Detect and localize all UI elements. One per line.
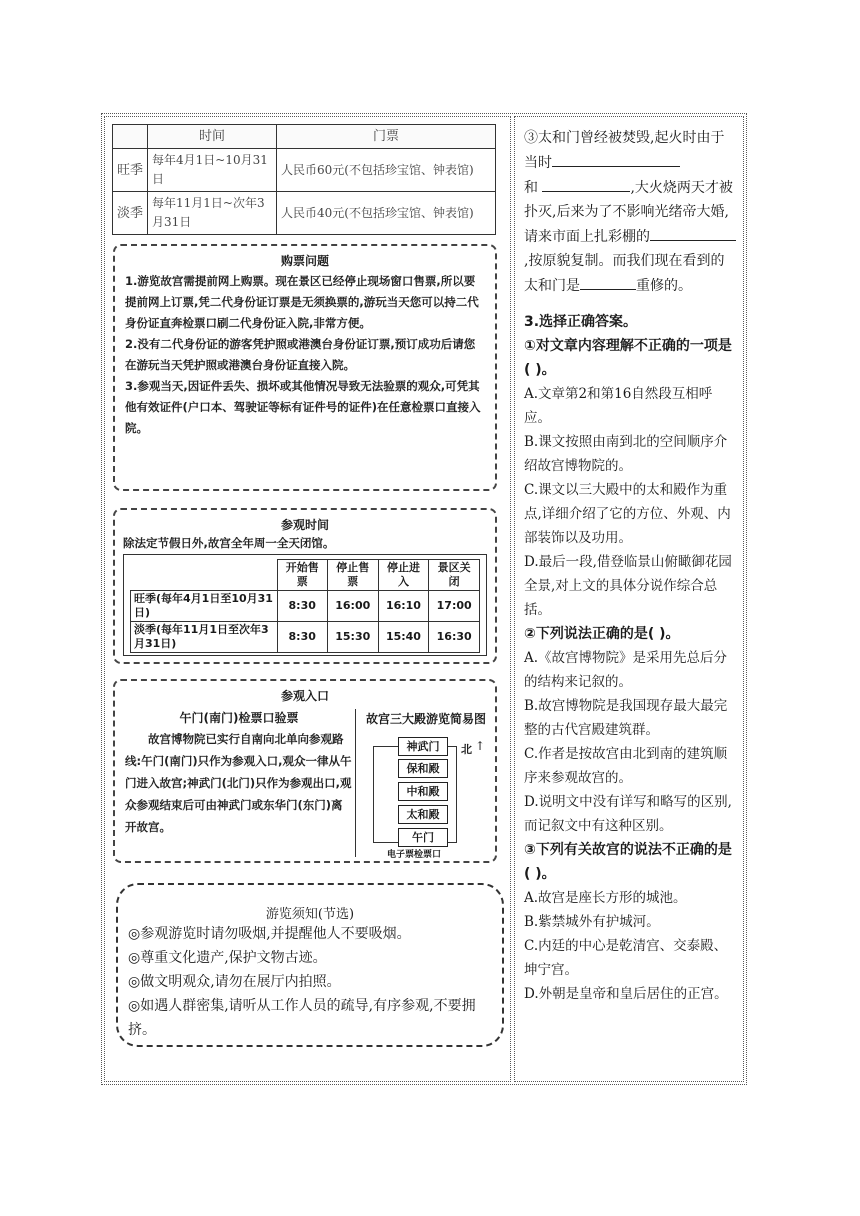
hours-cell: 8:30 (277, 591, 327, 622)
option-c[interactable]: C.内廷的中心是乾清宫、交泰殿、坤宁宫。 (524, 938, 728, 978)
fill-text: ,按原貌复制。而我们现在看到的太和门是 (524, 253, 725, 294)
option-c[interactable]: C.作者是按故宫由北到南的建筑顺序来参观故宫的。 (524, 746, 728, 786)
north-arrow-icon: ↑ (475, 739, 486, 753)
fill-question (524, 126, 738, 298)
hours-cell: 淡季(每年11月1日至次年3月31日) (131, 622, 278, 653)
price-cell: 人民币60元(不包括珍宝馆、钟表馆) (277, 149, 496, 192)
map-title: 故宫三大殿游览简易图 (365, 712, 486, 726)
fill-text: ③太和门曾经被焚毁,起火时由于当时 (524, 130, 725, 171)
answer-blank[interactable] (650, 224, 736, 241)
time-cell: 每年4月1日~10月31日 (148, 149, 277, 192)
hours-cell: 16:00 (327, 591, 378, 622)
entrance-box (113, 679, 497, 863)
fill-text: 和 (524, 180, 538, 196)
ticket-table (112, 124, 496, 235)
ticket-header-time: 时间 (148, 125, 277, 149)
answer-blank[interactable] (552, 150, 680, 167)
answer-blank[interactable] (542, 175, 630, 192)
option-a[interactable]: A.故宫是座长方形的城池。 (524, 890, 687, 906)
notice-line: ◎做文明观众,请勿在展厅内拍照。 (128, 974, 341, 990)
section-heading: 3.选择正确答案。 (524, 314, 638, 330)
option-a[interactable]: A.《故宫博物院》是采用先总后分的结构来记叙的。 (524, 650, 728, 690)
hall-baohedian: 保和殿 (398, 759, 448, 778)
hall-wumen: 午门 (398, 828, 448, 847)
option-d[interactable]: D.说明文中没有详写和略写的区别,而记叙文中有这种区别。 (524, 794, 732, 834)
hours-header: 停止进入 (378, 560, 429, 591)
option-d[interactable]: D.外朝是皇帝和皇后居住的正宫。 (524, 986, 728, 1002)
hours-header (131, 560, 278, 591)
purchase-item: 2.没有二代身份证的游客凭护照或港澳台身份证订票,预订成功后请您在游玩当天凭护照或港澳台身份证直接入院。 (125, 337, 476, 372)
hours-box (113, 508, 497, 664)
hours-cell: 16:30 (429, 622, 480, 653)
entrance-title: 参观入口 (280, 689, 329, 703)
hall-shenwumen: 神武门 (398, 737, 448, 756)
hours-header: 停止售票 (327, 560, 378, 591)
hours-cell: 15:30 (327, 622, 378, 653)
hours-intro: 除法定节假日外,故宫全年周一全天闭馆。 (123, 536, 335, 550)
question-stem: ③下列有关故宫的说法不正确的是( )。 (524, 842, 732, 882)
hours-title: 参观时间 (280, 518, 329, 532)
entrance-text: 故宫博物院已实行自南向北单向参观路线:午门(南门)只作为参观入口,观众一律从午门进入故宫;神武门(北门)只作为参观出口,观众参观结束后可由神武门或东华门(东门)离开故宫。 (125, 732, 352, 834)
notice-line: ◎尊重文化遗产,保护文物古迹。 (128, 950, 327, 966)
option-b[interactable]: B.紫禁城外有护城河。 (524, 914, 660, 930)
question-stem: ①对文章内容理解不正确的一项是( )。 (524, 338, 732, 378)
hours-table-frame (123, 554, 487, 656)
visitor-notice (116, 883, 504, 1047)
notice-line: ◎参观游览时请勿吸烟,并提醒他人不要吸烟。 (128, 926, 411, 942)
table-row (113, 149, 496, 192)
hours-table (130, 559, 480, 653)
option-d[interactable]: D.最后一段,借登临景山俯瞰御花园全景,对上文的具体分说作综合总括。 (524, 554, 732, 618)
hours-cell: 16:10 (378, 591, 429, 622)
hours-cell: 8:30 (277, 622, 327, 653)
option-a[interactable]: A.文章第2和第16自然段互相呼应。 (524, 386, 713, 426)
north-label: 北 (461, 743, 472, 756)
notice-line: ◎如遇人群密集,请听从工作人员的疏导,有序参观,不要拥挤。 (128, 998, 476, 1038)
entrance-subtitle: 午门(南门)检票口验票 (179, 711, 299, 725)
option-b[interactable]: B.课文按照由南到北的空间顺序介绍故宫博物院的。 (524, 434, 728, 474)
hall-zhonghedian: 中和殿 (398, 782, 448, 801)
season-cell: 旺季 (113, 149, 148, 192)
table-row (113, 192, 496, 235)
ticket-gate-label: 电子票检票口 (387, 850, 442, 860)
option-b[interactable]: B.故宫博物院是我国现存最大最完整的古代宫殿建筑群。 (524, 698, 728, 738)
purchase-title: 购票问题 (280, 254, 329, 268)
option-c[interactable]: C.课文以三大殿中的太和殿作为重点,详细介绍了它的方位、外观、内部装饰以及功用。 (524, 482, 731, 546)
price-cell: 人民币40元(不包括珍宝馆、钟表馆) (277, 192, 496, 235)
hours-header: 开始售票 (277, 560, 327, 591)
ticket-header-blank (113, 125, 148, 149)
question-stem: ②下列说法正确的是( )。 (524, 626, 680, 642)
hall-taihedian: 太和殿 (398, 805, 448, 824)
purchase-item: 3.参观当天,因证件丢失、损坏或其他情况导致无法验票的观众,可凭其他有效证件(户口本、驾驶证等标有证件号的证件)在任意检票口直接入院。 (125, 379, 481, 435)
fill-text: 重修的。 (636, 278, 692, 294)
purchase-box (113, 244, 497, 491)
divider (355, 709, 356, 857)
table-row (131, 622, 480, 653)
fill-text: ,大火烧两天才被扑灭,后来为了不影响光绪帝大婚,请来市面上扎彩棚的 (524, 180, 733, 245)
purchase-item: 1.游览故宫需提前网上购票。现在景区已经停止现场窗口售票,所以要提前网上订票,凭二代身份证订票是无须换票的,游玩当天您可以持二代身份证直奔检票口刷二代身份证入院,非常方便。 (125, 274, 479, 330)
table-row (131, 591, 480, 622)
hours-cell: 旺季(每年4月1日至10月31日) (131, 591, 278, 622)
notice-title: 游览须知(节选) (265, 907, 355, 922)
hours-cell: 17:00 (429, 591, 480, 622)
season-cell: 淡季 (113, 192, 148, 235)
ticket-header-price: 门票 (277, 125, 496, 149)
hours-cell: 15:40 (378, 622, 429, 653)
time-cell: 每年11月1日~次年3月31日 (148, 192, 277, 235)
answer-blank[interactable] (580, 273, 636, 290)
hours-header: 景区关闭 (429, 560, 480, 591)
